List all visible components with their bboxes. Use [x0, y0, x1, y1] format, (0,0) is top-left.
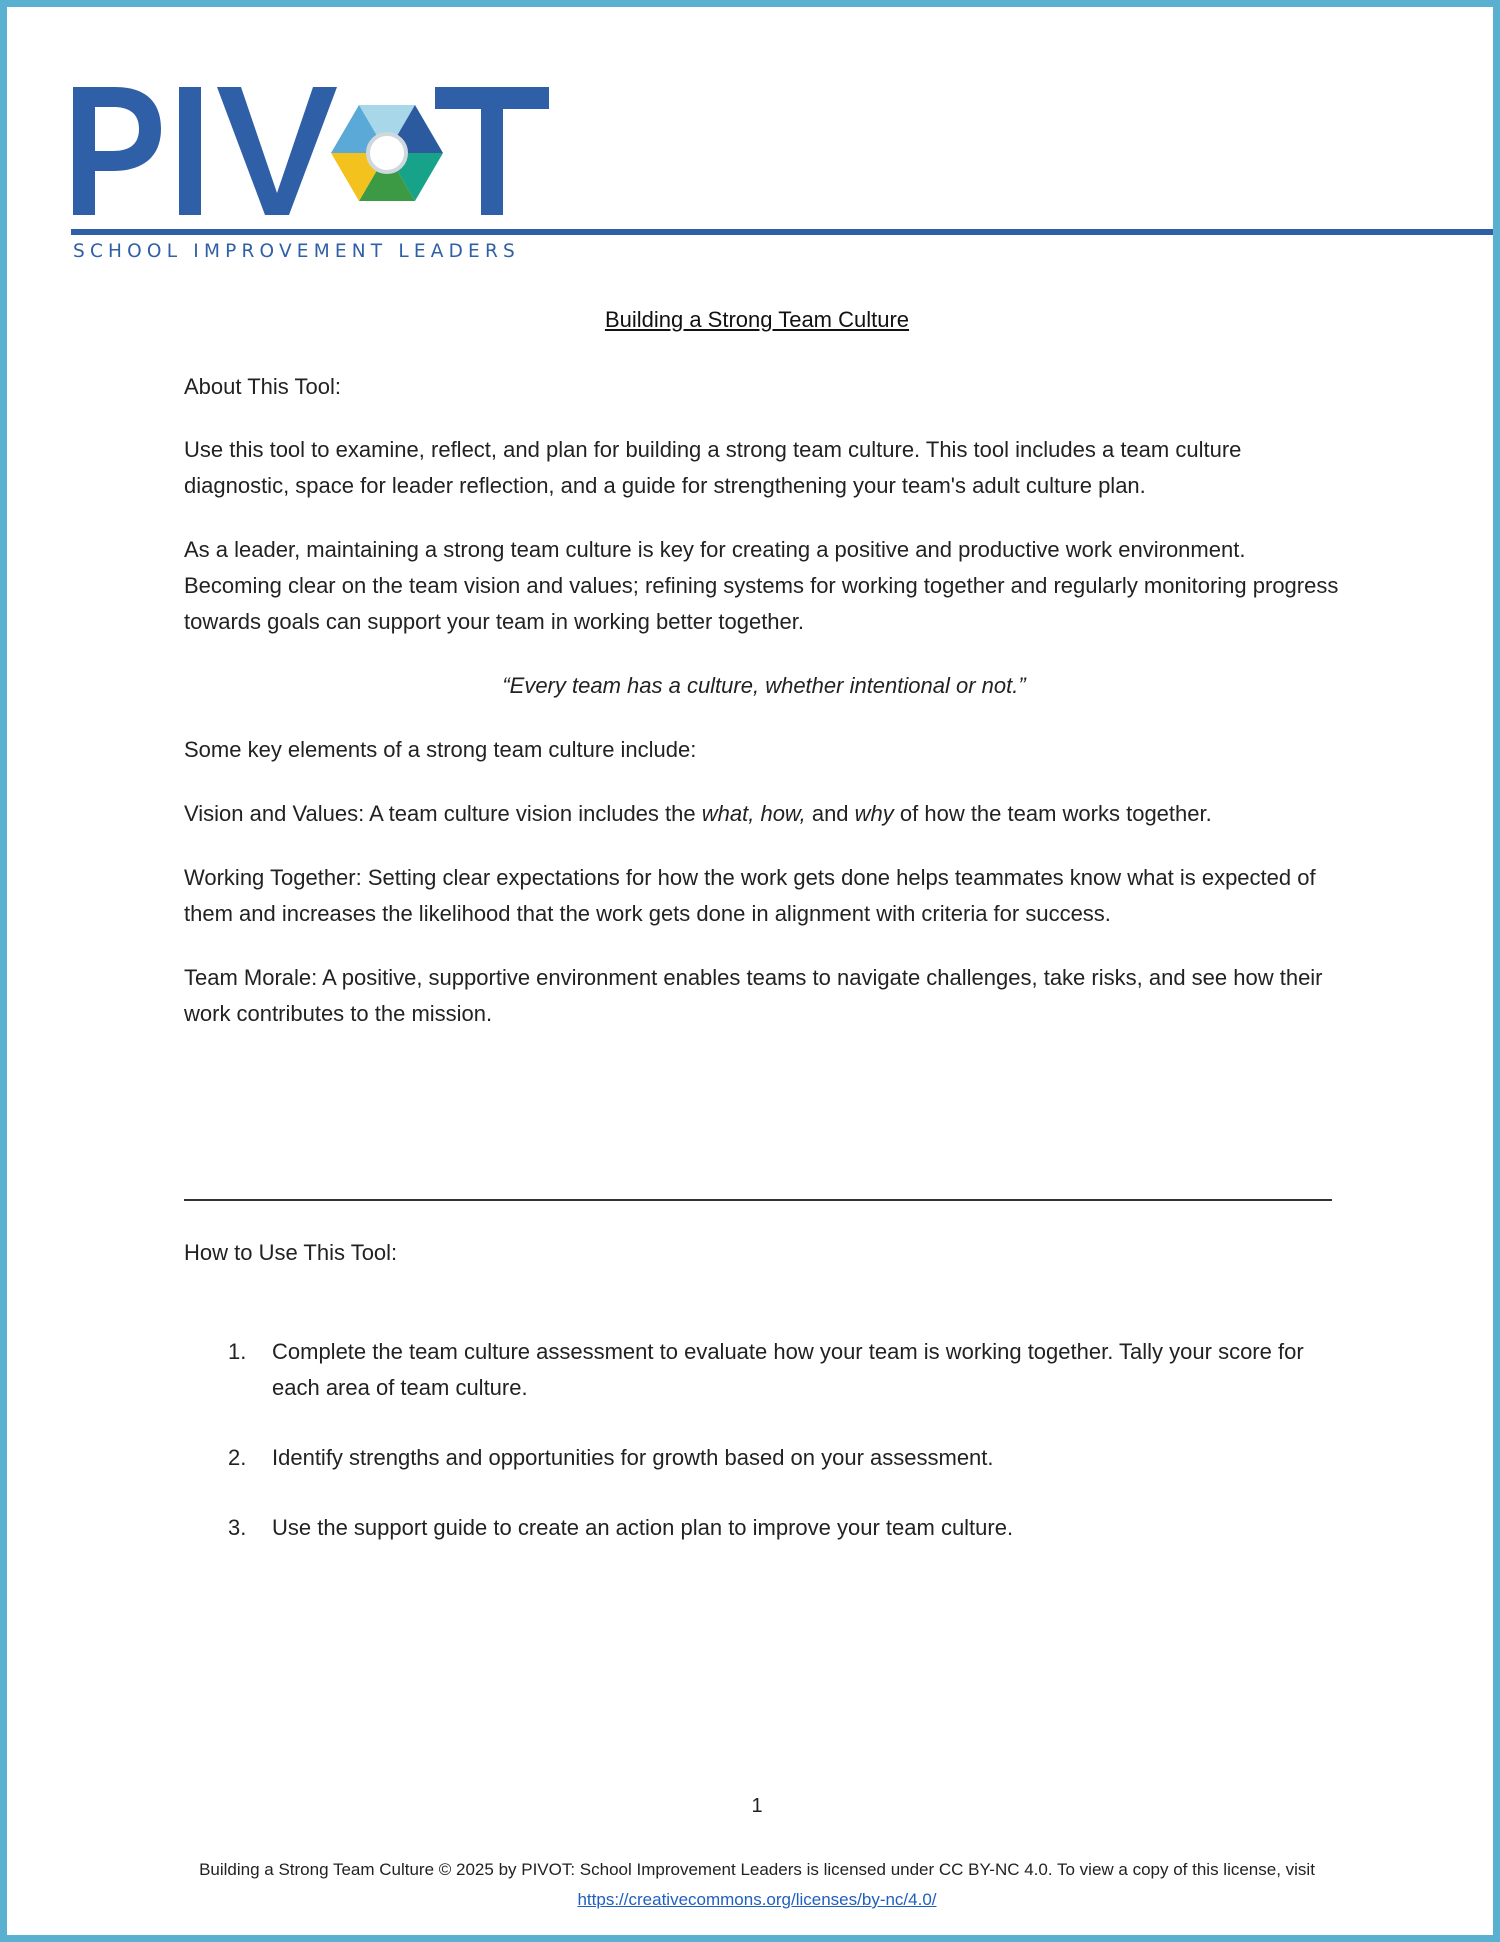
header-rule	[71, 229, 1500, 235]
license-text: Building a Strong Team Culture © 2025 by PIVOT: School Improvement Leaders is licensed under CC BY-NC 4.0. To view a copy of this license, visit	[199, 1860, 1315, 1879]
list-item	[184, 1510, 1344, 1546]
license-notice	[157, 1855, 1357, 1915]
page-number: 1	[751, 1795, 763, 1817]
key-elements-intro: Some key elements of a strong team culture include:	[184, 737, 697, 762]
vision-and: and	[805, 801, 855, 826]
main-content	[184, 369, 1344, 1060]
list-item	[184, 1440, 1344, 1476]
license-link[interactable]: https://creativecommons.org/licenses/by-nc/4.0/	[577, 1890, 937, 1909]
intro-paragraph-2: As a leader, maintaining a strong team culture is key for creating a positive and productive work environment. Becoming clear on the team vision and values; refining systems for working together and regularly monitoring progress towards goals can support your team in working better together.	[184, 537, 1339, 634]
morale-text: : A positive, supportive environment enables teams to navigate challenges, take risks, and see how their work contributes to the mission.	[184, 965, 1323, 1026]
step-number: 1.	[228, 1339, 247, 1364]
vision-term: Vision and Values:	[184, 801, 365, 826]
steps-list	[184, 1334, 1344, 1580]
about-heading: About This Tool:	[184, 374, 341, 399]
morale-term: Team Morale	[184, 965, 312, 990]
step-text: Use the support guide to create an action plan to improve your team culture.	[272, 1515, 1014, 1540]
working-term: Working Together	[184, 865, 356, 890]
document-title: Building a Strong Team Culture	[604, 307, 910, 332]
key-element-vision	[184, 796, 1344, 832]
step-text: Complete the team culture assessment to evaluate how your team is working together. Tally your score for each area of team culture.	[272, 1339, 1304, 1400]
list-item	[184, 1334, 1344, 1406]
vision-how: how,	[760, 801, 806, 826]
step-number: 2.	[228, 1445, 247, 1470]
culture-quote: “Every team has a culture, whether intentional or not.”	[502, 673, 1026, 698]
logo-tagline: SCHOOL IMPROVEMENT LEADERS	[73, 241, 520, 262]
key-element-working-together	[184, 860, 1344, 932]
step-text: Identify strengths and opportunities for growth based on your assessment.	[272, 1445, 994, 1470]
step-number: 3.	[228, 1515, 247, 1540]
key-element-team-morale	[184, 960, 1344, 1032]
pivot-logo-wordmark	[71, 83, 571, 233]
vision-why: why	[854, 801, 894, 826]
section-divider	[184, 1199, 1332, 1201]
hexagon-o-icon	[331, 105, 443, 201]
working-text: : Setting clear expectations for how the work gets done helps teammates know what is expected of them and increases the likelihood that the work gets done in alignment with criteria for success.	[184, 865, 1316, 926]
vision-text-after: of how the team works together.	[893, 801, 1212, 826]
vision-what: what,	[701, 801, 755, 826]
vision-text-before: A team culture vision includes the	[364, 801, 702, 826]
intro-paragraph-1: Use this tool to examine, reflect, and plan for building a strong team culture. This tool includes a team culture diagnostic, space for leader reflection, and a guide for strengthening your team's adult culture plan.	[184, 437, 1242, 498]
how-heading: How to Use This Tool:	[184, 1240, 398, 1265]
